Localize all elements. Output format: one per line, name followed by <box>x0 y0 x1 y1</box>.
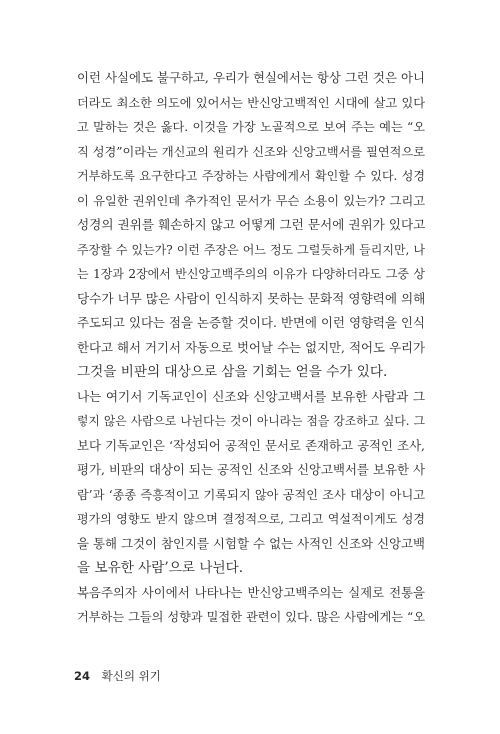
text-line: 그것을 비판의 대상으로 삼을 기회는 얻을 수가 있다. <box>77 364 388 380</box>
text-line: 을 통해 그것이 참인지를 시험할 수 없는 사적인 신조와 신앙고백 <box>77 535 425 551</box>
text-line: 주도되고 있다는 점을 논증할 것이다. 반면에 이런 영향력을 인식 <box>77 315 425 330</box>
text-line: 더라도 최소한 의도에 있어서는 반신앙고백적인 시대에 살고 있다 <box>77 95 425 110</box>
running-title: 확신의 위기 <box>101 669 161 683</box>
text-line: 이런 사실에도 불구하고, 우리가 현실에서는 항상 그런 것은 아니 <box>77 70 425 85</box>
text-line: 고 말하는 것은 옳다. 이것을 가장 노골적으로 보여 주는 예는 “오 <box>77 120 425 134</box>
text-line: 주장할 수 있는가? 이런 주장은 어느 정도 그럴듯하게 들리지만, 나 <box>77 242 425 257</box>
text-line: 복음주의자 사이에서 나타나는 반신앙고백주의는 실제로 전통을 <box>77 584 425 600</box>
text-line: 한다고 해서 거기서 자동으로 벗어날 수는 없지만, 적어도 우리가 <box>77 339 425 355</box>
page-number: 24 <box>74 669 91 683</box>
text-line: 거부하는 그들의 성향과 밀접한 관련이 있다. 많은 사람에게는 “오 <box>77 610 425 624</box>
page-footer <box>74 668 161 684</box>
text-line: 평가, 비판의 대상이 되는 공적인 신조와 신앙고백서를 보유한 사 <box>77 462 425 477</box>
text-line: 렇지 않은 사람으로 나뉜다는 것이 아니라는 점을 강조하고 싶다. 그 <box>77 414 425 428</box>
text-line: 는 1장과 2장에서 반신앙고백주의의 이유가 다양하더라도 그중 상 <box>77 267 425 281</box>
text-line: 이 유일한 권위인데 추가적인 문서가 무슨 소용이 있는가? 그리고 <box>77 193 425 208</box>
text-line: 보다 기독교인은 ‘작성되어 공적인 문서로 존재하고 공적인 조사, <box>77 437 425 453</box>
text-line: 을 보유한 사람’으로 나뉜다. <box>77 560 244 576</box>
text-line: 성경의 권위를 훼손하지 않고 어떻게 그런 문서에 권위가 있다고 <box>77 217 426 232</box>
paragraph <box>77 581 425 630</box>
paragraph <box>77 385 425 581</box>
text-line: 직 성경”이라는 개신교의 원리가 신조와 신앙고백서를 필연적으로 <box>77 144 425 159</box>
paragraph <box>77 66 425 385</box>
text-line: 평가의 영향도 받지 않으며 결정적으로, 그리고 역설적이게도 성경 <box>77 512 425 526</box>
body-text <box>77 66 425 630</box>
text-line: 나는 여기서 기독교인이 신조와 신앙고백서를 보유한 사람과 그 <box>77 388 425 404</box>
text-line: 거부하도록 요구한다고 주장하는 사람에게서 확인할 수 있다. 성경 <box>77 169 425 183</box>
text-line: 당수가 너무 많은 사람이 인식하지 못하는 문화적 영향력에 의해 <box>77 290 426 306</box>
text-line: 람’과 ‘종종 즉흥적이고 기록되지 않아 공적인 조사 대상이 아니고 <box>77 487 425 502</box>
